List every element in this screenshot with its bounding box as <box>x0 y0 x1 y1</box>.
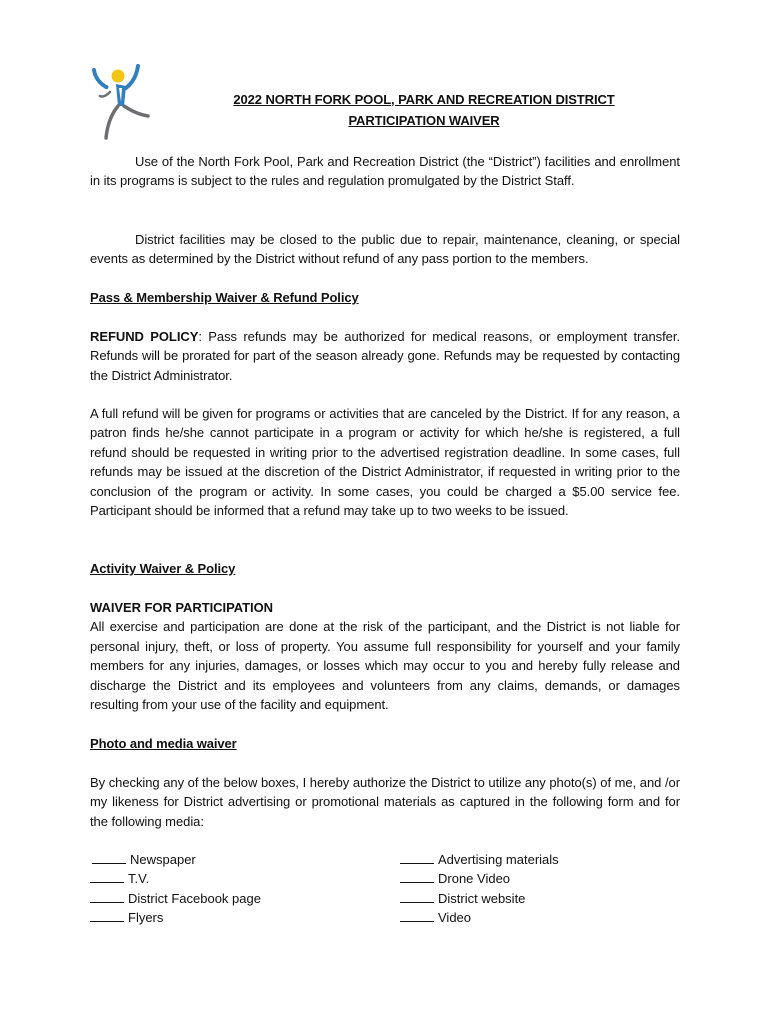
photo-waiver-paragraph: By checking any of the below boxes, I hereby authorize the District to utilize any photo(s) of me, and /or my likeness for District advertising or promotional materials as captured in the following form and for the following media: <box>90 775 680 829</box>
document-title: 2022 NORTH FORK POOL, PARK AND RECREATION DISTRICT <box>233 92 615 107</box>
waiver-label: WAIVER FOR PARTICIPATION <box>90 600 273 615</box>
media-option-website[interactable]: District website <box>400 889 525 908</box>
full-refund-paragraph: A full refund will be given for programs or activities that are canceled by the District. If for any reason, a patron finds he/she cannot participate in a program or activity for which he/she is registered, a full refund should be requested in writing prior to the advertised registration deadline. In some cases, full refunds may be issued at the discretion of the District Administrator, if requested in writing prior to the conclusion of the program or activity. In some cases, you could be charged a $5.00 service fee. Participant should be informed that a refund may take up to two weeks to be issued. <box>90 406 680 519</box>
intro-paragraph-2: District facilities may be closed to the public due to repair, maintenance, cleaning, or special events as determined by the District without refund of any pass portion to the members. <box>90 232 680 267</box>
activity-section-heading: Activity Waiver & Policy <box>90 561 236 576</box>
checkbox-blank[interactable] <box>400 890 434 903</box>
media-option-drone-video[interactable]: Drone Video <box>400 869 510 888</box>
checkbox-blank[interactable] <box>90 909 124 922</box>
media-option-facebook[interactable]: District Facebook page <box>90 889 261 908</box>
refund-policy-label: REFUND POLICY <box>90 329 199 344</box>
document-subtitle: PARTICIPATION WAIVER <box>348 113 500 128</box>
checkbox-blank[interactable] <box>400 870 434 883</box>
checkbox-blank[interactable] <box>400 909 434 922</box>
checkbox-blank[interactable] <box>90 870 124 883</box>
media-option-newspaper[interactable]: Newspaper <box>92 850 196 869</box>
media-option-advertising[interactable]: Advertising materials <box>400 850 559 869</box>
checkbox-blank[interactable] <box>400 851 434 864</box>
media-option-video[interactable]: Video <box>400 908 471 927</box>
checkbox-blank[interactable] <box>92 851 126 864</box>
refund-policy-paragraph <box>90 327 680 385</box>
intro-paragraph-1: Use of the North Fork Pool, Park and Recreation District (the “District”) facilities and enrollment in its programs is subject to the rules and regulation promulgated by the District Staff. <box>90 154 680 189</box>
waiver-text: All exercise and participation are done at the risk of the participant, and the District is not liable for personal injury, theft, or loss of property. You assume full responsibility for yourself and your family members for any injuries, damages, or losses which may occur to you and hereby fully release and discharge the District and its employees and volunteers from any claims, demands, or damages resulting from your use of the facility and equipment. <box>90 619 680 713</box>
media-option-flyers[interactable]: Flyers <box>90 908 163 927</box>
media-option-tv[interactable]: T.V. <box>90 869 149 888</box>
waiver-paragraph <box>90 598 680 714</box>
checkbox-blank[interactable] <box>90 890 124 903</box>
photo-section-heading: Photo and media waiver <box>90 736 237 751</box>
refund-section-heading: Pass & Membership Waiver & Refund Policy <box>90 290 359 305</box>
refund-policy-text: : Pass refunds may be authorized for medical reasons, or employment transfer. Refunds will be prorated for part of the season already gone. Refunds may be requested by contacting the District Administrator. <box>90 329 680 383</box>
